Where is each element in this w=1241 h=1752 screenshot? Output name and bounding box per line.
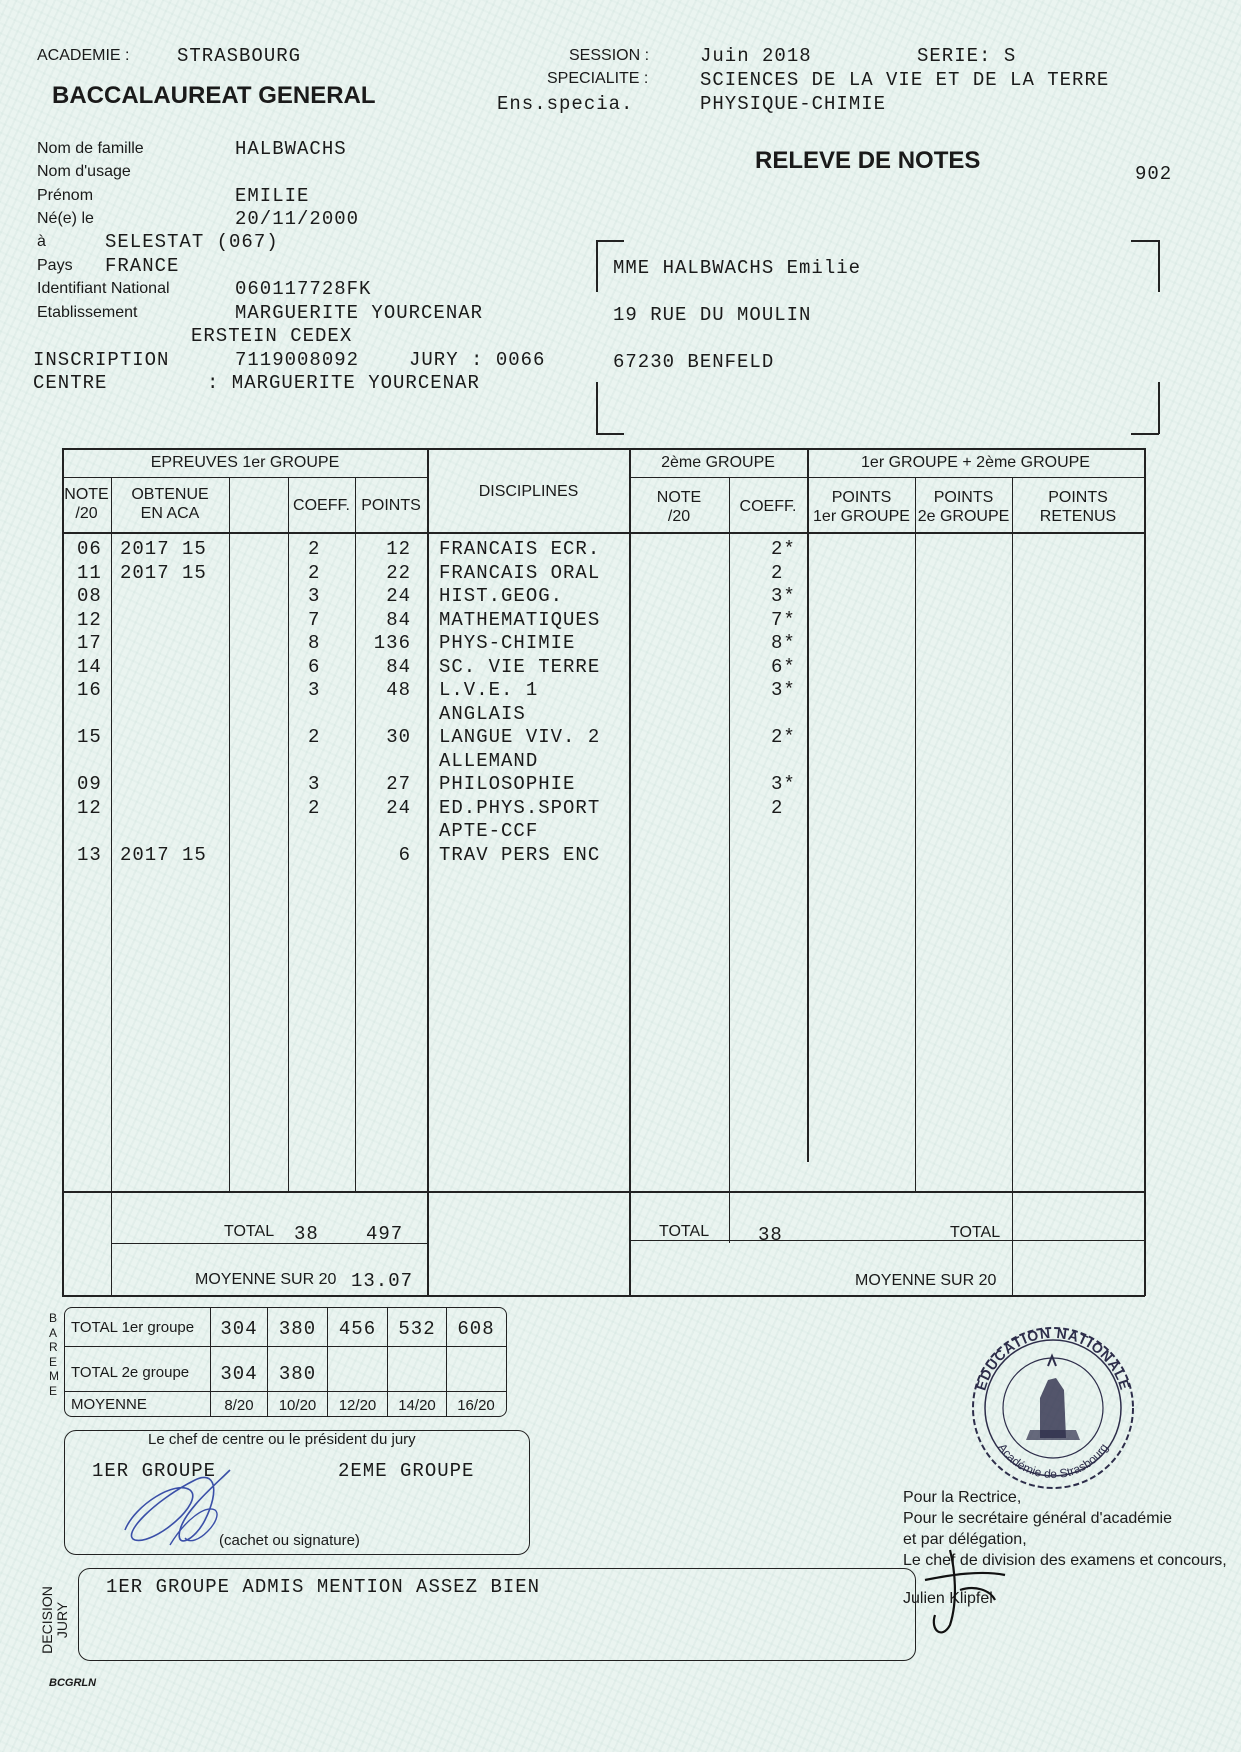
bareme-side-label: B A R E M E	[49, 1311, 59, 1398]
cell-coeff: 2	[308, 726, 321, 748]
cell-coeff2: 2*	[771, 538, 796, 560]
cell-points: 6	[398, 843, 411, 866]
cell-note: 12	[77, 796, 102, 819]
rectrice-line3: et par délégation,	[903, 1531, 1027, 1548]
signature-title: Le chef de centre ou le président du jury	[148, 1431, 416, 1448]
identifiant-label: Identifiant National	[37, 280, 170, 297]
svg-text:Académie de Strasbourg: Académie de Strasbourg	[995, 1440, 1111, 1482]
address-city: 67230 BENFELD	[613, 351, 775, 373]
cell-note: 13	[77, 843, 102, 866]
bareme-cell: 12/20	[338, 1397, 377, 1414]
moyenne2-label: MOYENNE SUR 20	[855, 1272, 997, 1289]
inscription-value: 7119008092	[235, 349, 360, 371]
cell-discipline: SC. VIE TERRE	[439, 655, 601, 678]
cell-points: 27	[386, 773, 411, 795]
bareme-cell: 14/20	[398, 1397, 436, 1414]
cell-coeff2: 7*	[771, 608, 796, 631]
total-label: TOTAL	[224, 1223, 275, 1240]
rectrice-line4: Le chef de division des examens et concours,	[903, 1552, 1227, 1569]
ens-label: Ens.specia.	[497, 93, 634, 115]
birthplace-value: SELESTAT (067)	[105, 231, 279, 253]
nom-famille-label: Nom de famille	[37, 140, 144, 157]
nom-famille-value: HALBWACHS	[235, 138, 347, 160]
svg-text:EDUCATION NATIONALE: EDUCATION NATIONALE	[972, 1324, 1134, 1393]
signature-groupe1: 1ER GROUPE	[92, 1460, 217, 1482]
cell-points: 12	[386, 538, 411, 560]
bareme-cell: 16/20	[457, 1397, 495, 1414]
address-street: 19 RUE DU MOULIN	[613, 304, 812, 326]
cell-note: 11	[77, 561, 102, 584]
cell-coeff: 8	[308, 632, 321, 654]
signature-groupe2: 2EME GROUPE	[338, 1460, 475, 1482]
total2-label: TOTAL	[659, 1223, 710, 1240]
rectrice-line1: Pour la Rectrice,	[903, 1489, 1022, 1506]
cell-coeff2: 2	[771, 796, 784, 819]
cell-discipline: PHILOSOPHIE	[439, 773, 576, 795]
bareme-cell: 456	[338, 1318, 377, 1340]
header-groupe2: 2ème GROUPE	[661, 454, 775, 471]
header-points-1er: POINTS 1er GROUPE	[813, 489, 910, 525]
academie-seal	[948, 1318, 1168, 1498]
cell-coeff2: 6*	[771, 655, 796, 678]
moyenne-label: MOYENNE SUR 20	[195, 1271, 337, 1288]
bareme-cell: 304	[220, 1318, 258, 1340]
cell-coeff: 6	[308, 655, 321, 678]
cell-coeff: 3	[308, 585, 321, 607]
cell-points: 22	[386, 561, 411, 584]
centre-label: CENTRE	[33, 372, 108, 394]
birthplace-label: à	[37, 233, 46, 250]
address-name: MME HALBWACHS Emilie	[613, 257, 862, 279]
academie-label: ACADEMIE :	[37, 47, 130, 64]
cell-points: 136	[373, 632, 411, 654]
session-label: SESSION :	[569, 47, 650, 64]
bareme-cell: 10/20	[278, 1397, 317, 1414]
pays-value: FRANCE	[105, 255, 180, 277]
nom-usage-label: Nom d'usage	[37, 163, 131, 180]
cell-points: 24	[386, 585, 411, 607]
ens-value: PHYSIQUE-CHIMIE	[700, 93, 887, 115]
header-groupe12: 1er GROUPE + 2ème GROUPE	[861, 454, 1090, 471]
cell-discipline: APTE-CCF	[439, 820, 539, 842]
document-title: BACCALAUREAT GENERAL	[52, 82, 376, 109]
jury-value: JURY : 0066	[409, 349, 546, 371]
cell-note: 15	[77, 726, 102, 748]
rectrice-signature	[920, 1540, 1010, 1640]
cell-coeff2: 3*	[771, 679, 796, 701]
birthdate-label: Né(e) le	[37, 210, 94, 227]
cell-points: 48	[386, 679, 411, 701]
cell-coeff: 2	[308, 796, 321, 819]
bareme-cell: 8/20	[224, 1397, 254, 1414]
cell-coeff2: 8*	[771, 632, 796, 654]
bareme-total2-label: TOTAL 2e groupe	[71, 1364, 190, 1381]
moyenne-value: 13.07	[351, 1270, 414, 1292]
birthdate-value: 20/11/2000	[235, 208, 360, 230]
header-disciplines: DISCIPLINES	[478, 483, 579, 500]
cell-note: 16	[77, 679, 102, 701]
bareme-cell: 532	[398, 1318, 436, 1340]
specialite-label: SPECIALITE :	[547, 70, 649, 87]
etablissement-label: Etablissement	[37, 304, 138, 321]
cell-points: 24	[386, 796, 411, 819]
cell-note: 12	[77, 608, 102, 631]
total-points: 497	[366, 1223, 404, 1245]
cell-note: 06	[77, 538, 102, 560]
cell-coeff2: 2*	[771, 726, 796, 748]
footer-code: BCGRLN	[49, 1677, 97, 1689]
cell-coeff: 7	[308, 608, 321, 631]
identifiant-value: 060117728FK	[235, 278, 372, 300]
academie-value: STRASBOURG	[177, 45, 302, 67]
rectrice-line2: Pour le secrétaire général d'académie	[903, 1510, 1172, 1527]
cell-coeff2: 3*	[771, 773, 796, 795]
cell-note: 08	[77, 585, 102, 607]
cell-note: 17	[77, 632, 102, 654]
inscription-label: INSCRIPTION	[33, 349, 170, 371]
cell-note: 09	[77, 773, 102, 795]
prenom-label: Prénom	[37, 187, 94, 204]
cell-points: 30	[386, 726, 411, 748]
cell-coeff: 2	[308, 561, 321, 584]
bareme-cell: 608	[457, 1318, 495, 1340]
etablissement-value: MARGUERITE YOURCENAR	[235, 302, 484, 324]
cell-discipline: L.V.E. 1	[439, 679, 539, 701]
cell-points: 84	[386, 655, 411, 678]
header-note: NOTE /20	[64, 486, 109, 522]
releve-title: RELEVE DE NOTES	[755, 147, 981, 174]
bareme-total1-label: TOTAL 1er groupe	[71, 1319, 195, 1336]
bareme-moyenne-label: MOYENNE	[71, 1396, 147, 1413]
cell-note: 14	[77, 655, 102, 678]
cell-discipline: HIST.GEOG.	[439, 585, 564, 607]
handwritten-signature	[115, 1450, 255, 1560]
cell-discipline: MATHEMATIQUES	[439, 608, 601, 631]
cell-discipline: ALLEMAND	[439, 749, 539, 772]
cell-discipline: FRANCAIS ORAL	[439, 561, 601, 584]
session-value: Juin 2018	[700, 45, 812, 67]
pays-label: Pays	[37, 257, 73, 274]
cell-obtenue: 2017 15	[120, 843, 207, 866]
rectrice-line5: Julien Klipfel	[903, 1590, 993, 1607]
total2-coeff: 38	[758, 1224, 783, 1246]
bareme-cell: 380	[278, 1318, 317, 1340]
header-points-2e: POINTS 2e GROUPE	[917, 489, 1010, 525]
cell-discipline: PHYS-CHIMIE	[439, 632, 576, 654]
cell-coeff2: 2	[771, 561, 784, 584]
header-epreuves: EPREUVES 1er GROUPE	[150, 454, 340, 471]
header-coeff: COEFF.	[293, 497, 350, 514]
etablissement-city: ERSTEIN CEDEX	[191, 325, 353, 347]
total-coeff: 38	[294, 1223, 319, 1245]
cell-coeff2: 3*	[771, 585, 796, 607]
serie-value: SERIE: S	[917, 45, 1017, 67]
header-points: POINTS	[361, 497, 421, 514]
cell-coeff: 3	[308, 679, 321, 701]
cell-discipline: TRAV PERS ENC	[439, 843, 601, 866]
cachet-label: (cachet ou signature)	[219, 1532, 360, 1549]
bareme-cell: 380	[278, 1363, 317, 1385]
centre-value: : MARGUERITE YOURCENAR	[207, 372, 480, 394]
cell-points: 84	[386, 608, 411, 631]
cell-coeff: 2	[308, 538, 321, 560]
header-note2: NOTE /20	[656, 489, 702, 525]
cell-discipline: LANGUE VIV. 2	[439, 726, 601, 748]
decision-text: 1ER GROUPE ADMIS MENTION ASSEZ BIEN	[106, 1576, 541, 1598]
bareme-cell: 304	[220, 1363, 258, 1385]
header-obtenue: OBTENUE EN ACA	[131, 486, 209, 522]
prenom-value: EMILIE	[235, 185, 310, 207]
cell-discipline: FRANCAIS ECR.	[439, 538, 601, 560]
cell-discipline: ANGLAIS	[439, 702, 526, 725]
cell-obtenue: 2017 15	[120, 561, 207, 584]
cell-obtenue: 2017 15	[120, 538, 207, 560]
releve-number: 902	[1135, 163, 1173, 185]
header-points-retenus: POINTS RETENUS	[1039, 489, 1117, 525]
total3-label: TOTAL	[950, 1224, 1001, 1241]
specialite-value: SCIENCES DE LA VIE ET DE LA TERRE	[700, 69, 1110, 91]
cell-coeff: 3	[308, 773, 321, 795]
cell-discipline: ED.PHYS.SPORT	[439, 796, 601, 819]
decision-side-label: DECISION JURY	[39, 1586, 70, 1654]
header-coeff2: COEFF.	[739, 498, 797, 515]
